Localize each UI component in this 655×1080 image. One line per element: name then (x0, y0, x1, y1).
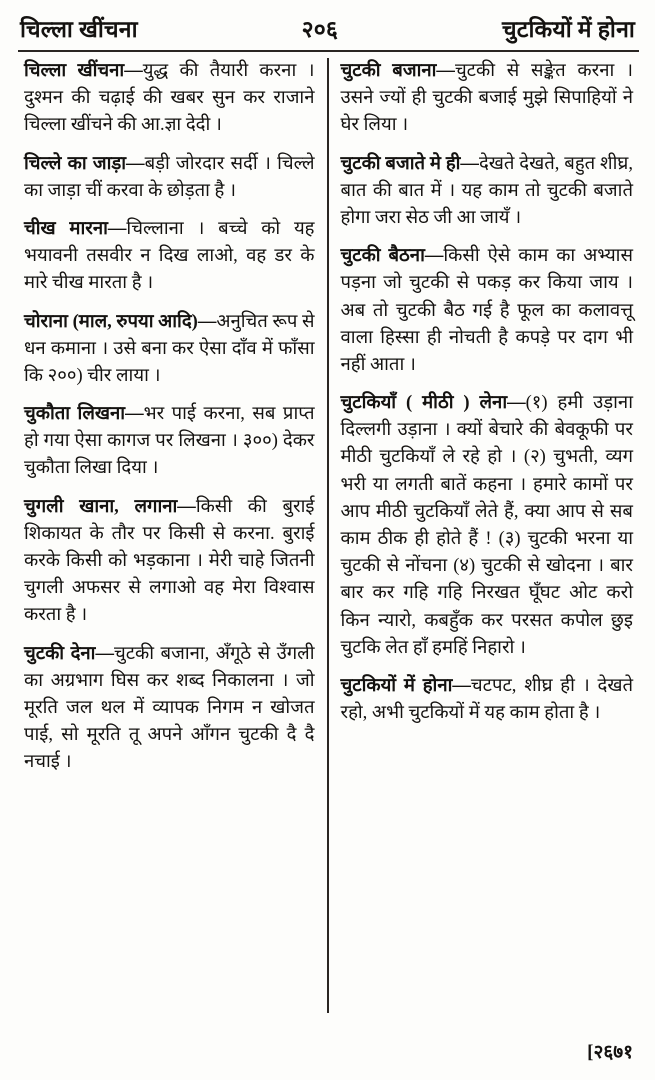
running-head-left: चिल्ला खींचना (20, 17, 138, 42)
entry-headword: चीख मारना— (24, 218, 127, 239)
dictionary-entry (341, 673, 634, 727)
dictionary-entry (341, 151, 634, 233)
entry-body: चटपट, शीघ्र ही । देखते रहो, अभी चुटकियों में यह काम होता है । (340, 675, 633, 724)
entry-body: किसी की बुराई शिकायत के तौर पर किसी से करना. बुराई करके किसी को भड़काना । मेरी चाहे जितनी चुगली अफसर से लगाओ वह मेरा विश्वास करता है । (24, 496, 315, 626)
dictionary-entry (24, 216, 315, 298)
dictionary-entry (24, 151, 315, 205)
dictionary-entry (24, 309, 315, 391)
dictionary-entry (24, 641, 315, 777)
entry-body: बड़ी जोरदार सर्दी । चिल्ले का जाड़ा चीं करवा के छोड़ता है । (24, 153, 315, 201)
entry-headword: चुटकियाँ ( मीठी ) लेना— (340, 393, 526, 414)
dictionary-entry (341, 390, 634, 662)
entry-headword: चुकौता लिखना— (24, 404, 144, 425)
entry-headword: चुटकी बजाना— (340, 61, 455, 81)
entry-headword: चुटकी देना— (24, 643, 114, 664)
entry-headword: चिल्ले का जाड़ा— (24, 153, 145, 174)
running-head-right: चुटकियों में होना (501, 17, 635, 42)
entry-body: (१) हमी उड़ाना दिल्लगी उड़ाना । क्यों बेचारे की बेवकूफी पर मीठी चुटकियाँ ले रहे हो । (२) चुभती, व्यग भरी या लगती बातें कहना । हमारे कामों पर आप मीठी चुटकियाँ लेते हैं, क्या आप से सब काम ठीक ही होते हैं ! (३) चुटकी भरना या चुटकी से नोंचना (४) चुटकी से खोदना । बार बार कर गहि गहि निरखत घूँघट ओट करो किन न्यारो, कबहुँक कर परसत कपोल छुइ चुटकि लेत हाँ हमहिं निहारो । (340, 393, 633, 658)
entry-headword: चोराना (माल, रुपया आदि)— (24, 311, 217, 332)
column-right (329, 58, 642, 1013)
entry-body: चुटकी बजाना, अँगूठे से उँगली का अग्रभाग घिस कर शब्द निकालना । जो मूरति जल थल में व्यापक निगम न खोजत पाई, सो मूरति तू अपने आँगन चुटकी दै दै नचाई । (24, 643, 315, 773)
dictionary-entry (341, 243, 634, 379)
entry-headword: चुटकी बैठना— (340, 246, 444, 267)
text-columns (16, 58, 641, 1013)
dictionary-entry (24, 494, 315, 630)
dictionary-entry (24, 58, 315, 140)
page-number: २०६ (301, 17, 339, 42)
entry-headword: चिल्ला खींचना— (24, 61, 143, 81)
entry-headword: चुगली खाना, लगाना— (24, 496, 196, 517)
entry-body: अनुचित रूप से धन कमाना । उसे बना कर ऐसा दाँव में फाँसा कि २००) चीर लाया । (24, 311, 315, 386)
entry-headword: चुटकी बजाते मे ही— (340, 153, 479, 174)
entry-body: किसी ऐसे काम का अभ्यास पड़ना जो चुटकी से पकड़ कर किया जाय । अब तो चुटकी बैठ गई है फूल का कलावत्तू वाला हिस्सा ही नोचती है कपड़े पर दाग भी नहीं आता । (340, 246, 633, 375)
dictionary-entry (341, 58, 634, 140)
dictionary-entry (24, 401, 315, 483)
entry-headword: चुटकियों में होना— (340, 675, 471, 696)
entry-body: युद्ध की तैयारी करना । दुश्मन की चढ़ाई की खबर सुन कर राजाने चिल्ला खींचने की आ.ज्ञा देदी । (24, 61, 315, 136)
page-header (16, 10, 641, 50)
page-catchword: [२६७१ (587, 1042, 633, 1063)
entry-body: चिल्लाना । बच्चे को यह भयावनी तसवीर न दिख लाओ, वह डर के मारे चीख मारता है । (24, 218, 315, 294)
entry-body: चुटकी से सङ्केत करना । उसने ज्यों ही चुटकी बजाई मुझे सिपाहियों ने घेर लिया । (340, 61, 633, 136)
entry-body: भर पाई करना, सब प्राप्त हो गया ऐसा कागज पर लिखना । ३००) देकर चुकौता लिखा दिया । (24, 404, 315, 479)
entry-body: देखते देखते, बहुत शीघ्र, बात की बात में । यह काम तो चुटकी बजाते होगा जरा सेठ जी आ जायँ । (340, 153, 633, 228)
header-divider (18, 50, 639, 52)
column-left (16, 58, 329, 1013)
